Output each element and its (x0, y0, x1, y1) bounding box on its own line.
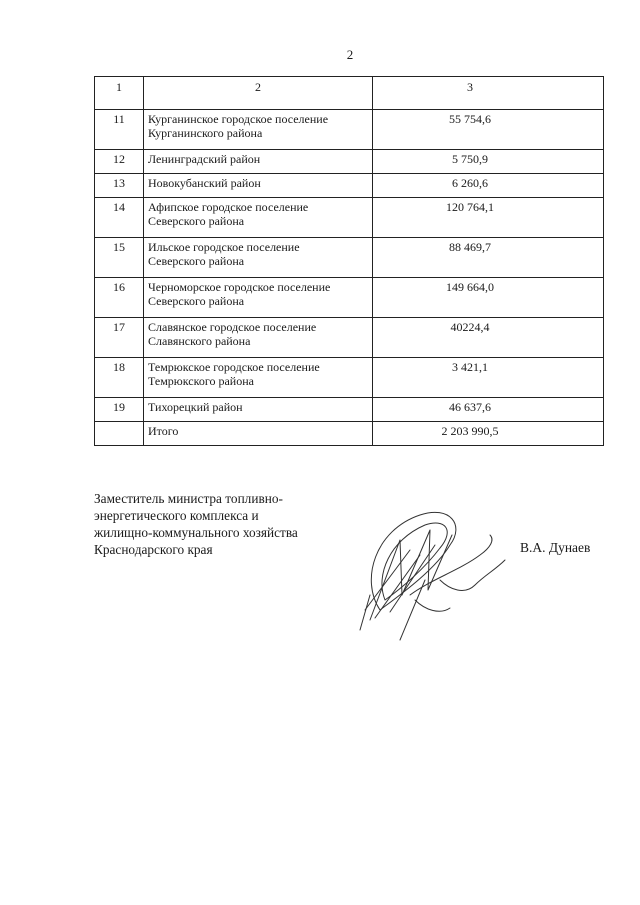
row-name: Тихорецкий район (144, 398, 373, 422)
table-row (95, 318, 604, 358)
page-number: 2 (346, 47, 354, 62)
row-value: 40224,4 (373, 318, 604, 358)
row-value: 5 750,9 (373, 150, 604, 174)
row-name: Славянское городское поселение Славянского района (144, 318, 373, 358)
table-row (95, 278, 604, 318)
row-number: 18 (95, 358, 144, 398)
row-name: Афипское городское поселение Северского района (144, 198, 373, 238)
row-value: 55 754,6 (373, 110, 604, 150)
row-number: 16 (95, 278, 144, 318)
table-total-row (95, 422, 604, 446)
row-value: 3 421,1 (373, 358, 604, 398)
row-value: 6 260,6 (373, 174, 604, 198)
row-number: 19 (95, 398, 144, 422)
row-name: Черноморское городское поселение Северского района (144, 278, 373, 318)
row-number: 15 (95, 238, 144, 278)
column-header: 2 (144, 77, 373, 110)
signer-name: В.А. Дунаев (520, 540, 591, 555)
row-value: 2 203 990,5 (373, 422, 604, 446)
signer-title-line: Краснодарского края (94, 542, 213, 557)
table-row (95, 198, 604, 238)
row-name: Ильское городское поселение Северского района (144, 238, 373, 278)
row-value: 46 637,6 (373, 398, 604, 422)
row-number (95, 422, 144, 446)
table-row (95, 358, 604, 398)
data-table (94, 76, 604, 446)
signer-title (94, 490, 354, 558)
row-name: Ленинградский район (144, 150, 373, 174)
table-row (95, 110, 604, 150)
row-value: 120 764,1 (373, 198, 604, 238)
column-header: 1 (95, 77, 144, 110)
row-number: 11 (95, 110, 144, 150)
row-name: Темрюкское городское поселение Темрюкского района (144, 358, 373, 398)
table-row (95, 398, 604, 422)
column-header: 3 (373, 77, 604, 110)
row-number: 17 (95, 318, 144, 358)
signer-title-line: жилищно-коммунального хозяйства (94, 525, 298, 540)
signer-title-line: энергетического комплекса и (94, 508, 259, 523)
row-name: Новокубанский район (144, 174, 373, 198)
table-row (95, 238, 604, 278)
handwritten-signature (340, 500, 510, 645)
row-value: 149 664,0 (373, 278, 604, 318)
row-value: 88 469,7 (373, 238, 604, 278)
row-name: Курганинское городское поселение Курганинского района (144, 110, 373, 150)
row-number: 12 (95, 150, 144, 174)
row-number: 14 (95, 198, 144, 238)
table-row (95, 150, 604, 174)
row-number: 13 (95, 174, 144, 198)
signer-title-line: Заместитель министра топливно- (94, 491, 283, 506)
table-header-row (95, 77, 604, 110)
table-row (95, 174, 604, 198)
row-name: Итого (144, 422, 373, 446)
